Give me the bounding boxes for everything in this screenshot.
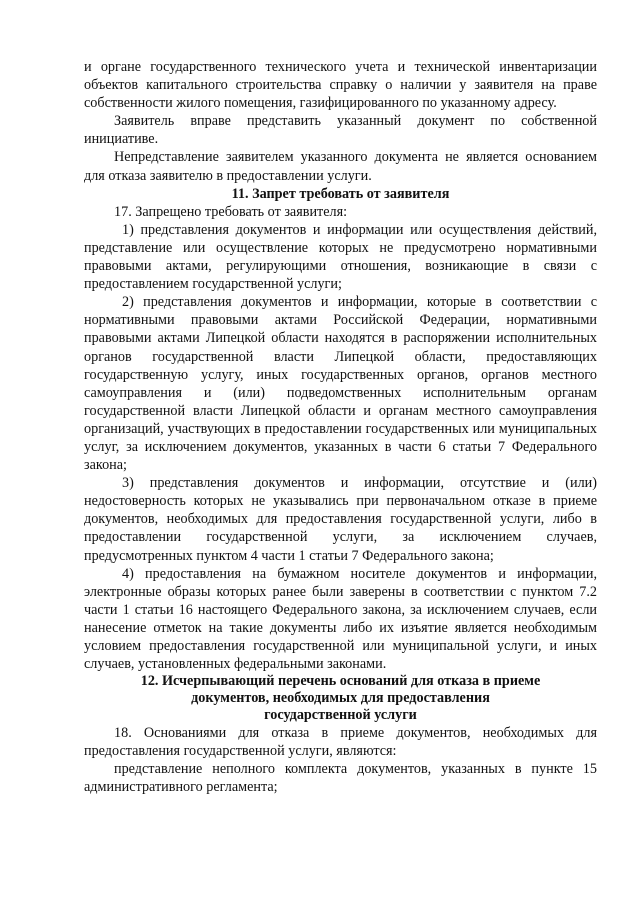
- section-11-heading: 11. Запрет требовать от заявителя: [231, 185, 450, 202]
- section-12-lead: 18. Основаниями для отказа в приеме документов, необходимых для предоставления государственной услуги, являются:: [84, 725, 597, 760]
- section-11-item-3: 3) представления документов и информации, отсутствие и (или) недостоверность которых не указывались при первоначальном отказе в приеме документов, необходимых для предоставления государственной услуги, либо в предоставлении государственной услуги, за исключением случаев, предусмотренных пунктом 4 части 1 статьи 7 Федерального закона;: [84, 475, 597, 564]
- section-11-item-4: 4) предоставления на бумажном носителе документов и информации, электронные образы которых ранее были заверены в соответствии с пунктом 7.2 части 1 статьи 16 настоящего Федерального закона, за исключением случаев, если нанесение отметок на такие документы либо их изъятие является необходимым условием предоставления государственной или муниципальной услуги, и иных случаев, установленных федеральными законами.: [84, 565, 597, 673]
- document-page: [84, 58, 597, 797]
- section-11-item-2: 2) представления документов и информации, которые в соответствии с нормативными правовыми актами Российской Федерации, нормативными правовыми актами Липецкой области находятся в распоряжении исполнительных органов государственной власти Липецкой области, предоставляющих государственную услугу, иных государственных органов, органов местного самоуправления и (или) подведомственных исполнительным органам государственной власти Липецкой области и органам местного самоуправления организаций, участвующих в предоставлении государственных или муниципальных услуг, за исключением документов, указанных в части 6 статьи 7 Федерального закона;: [84, 294, 597, 474]
- intro-paragraph-1: и органе государственного технического учета и технической инвентаризации объектов капитального строительства справку о наличии у заявителя на праве собственности жилого помещения, газифицированного по указанному адресу.: [84, 59, 597, 112]
- section-12-heading: [84, 673, 597, 724]
- section-12-item-1: представление неполного комплекта документов, указанных в пункте 15 административного регламента;: [84, 761, 597, 796]
- intro-paragraph-2: Заявитель вправе представить указанный документ по собственной инициативе.: [84, 113, 597, 148]
- section-11-lead: 17. Запрещено требовать от заявителя:: [114, 203, 348, 220]
- section-12-heading-line-2: документов, необходимых для предоставления: [191, 690, 490, 707]
- section-12-heading-line-3: государственной услуги: [264, 707, 417, 724]
- section-12-heading-line-1: 12. Исчерпывающий перечень оснований для отказа в приеме: [140, 673, 541, 690]
- section-11-item-1: 1) представления документов и информации или осуществления действий, представление или осуществление которых не предусмотрено нормативными правовыми актами, регулирующими отношения, возникающие в связи с предоставлением государственной услуги;: [84, 221, 597, 293]
- intro-paragraph-3: Непредставление заявителем указанного документа не является основанием для отказа заявителю в предоставлении услуги.: [84, 149, 597, 184]
